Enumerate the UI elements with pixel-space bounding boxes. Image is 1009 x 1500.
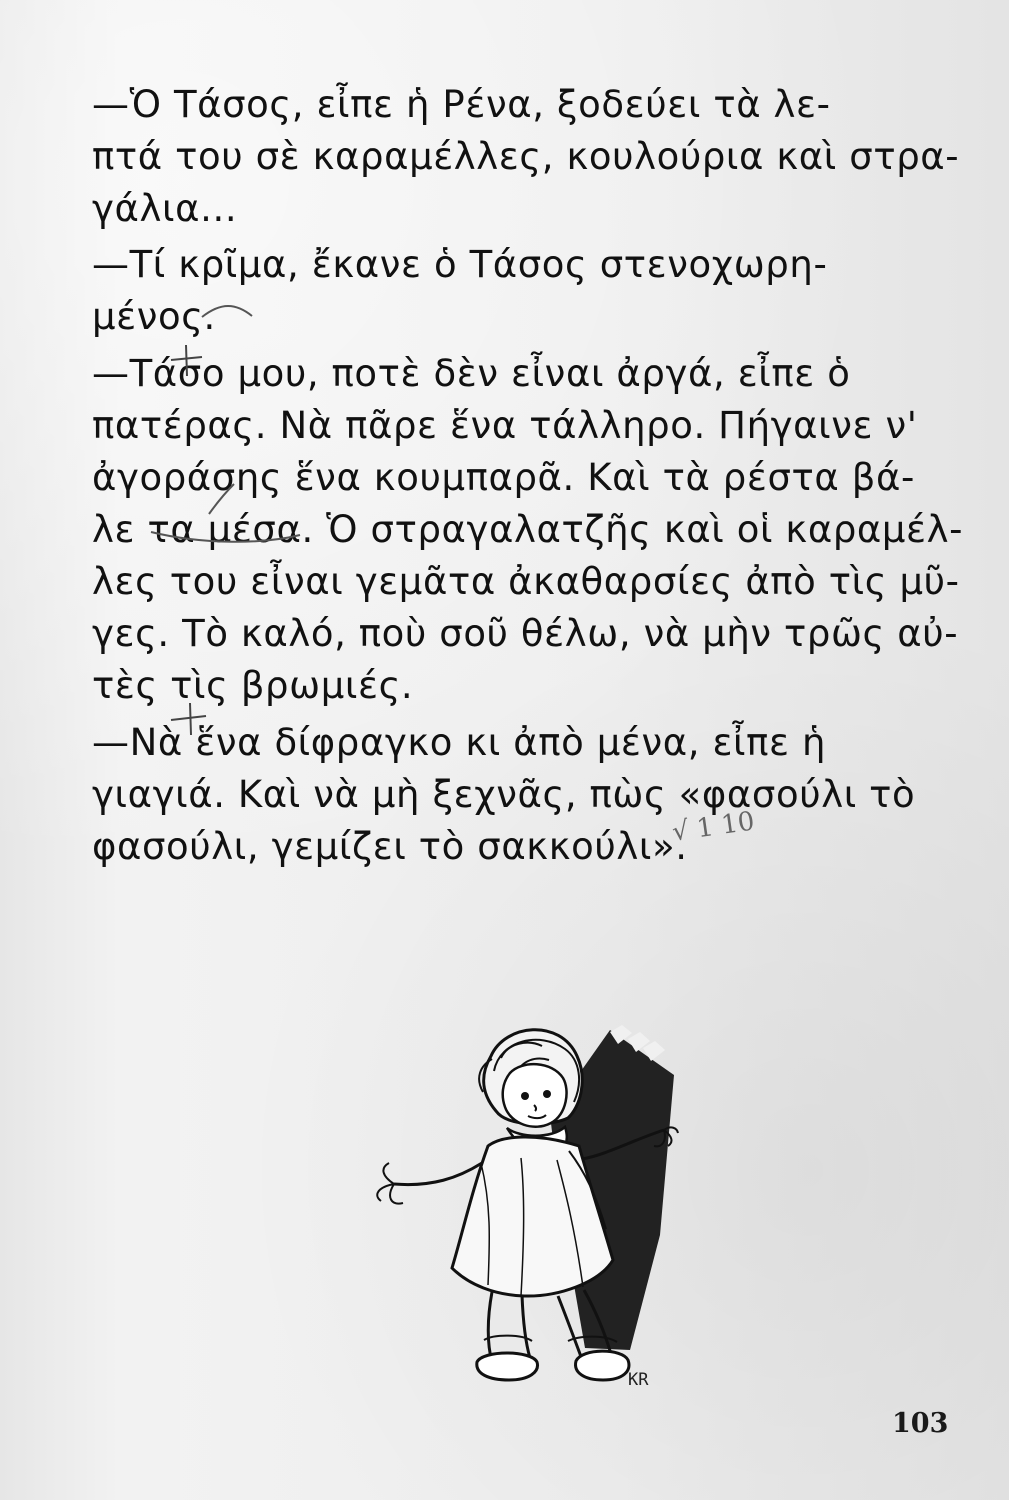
- handwritten-note: √ 1 10: [670, 806, 757, 848]
- text-line: πτά του σὲ καραμέλλες, κουλούρια καὶ στρα-: [92, 135, 960, 178]
- text-line: πατέρας. Νὰ πᾶρε ἕνα τάλληρο. Πήγαινε ν': [92, 404, 918, 447]
- text-line: φασούλι, γεμίζει τὸ σακκούλι».: [92, 825, 688, 868]
- text-line: τὲς τὶς βρωμιές.: [92, 664, 414, 707]
- text-line: γιαγιά. Καὶ νὰ μὴ ξεχνᾶς, πὼς «φασούλι τὸ: [92, 773, 916, 816]
- text-line: γάλια...: [92, 187, 238, 230]
- text-line: λε τα μέσα. Ὁ στραγαλατζῆς καὶ οἱ καραμέλ-: [92, 508, 964, 551]
- text-line: λες του εἶναι γεμᾶτα ἀκαθαρσίες ἀπὸ τὶς μῦ-: [92, 560, 960, 603]
- text-line: —Ὁ Τάσος, εἶπε ἡ Ρένα, ξοδεύει τὰ λε-: [92, 83, 831, 126]
- text-line: μένος.: [92, 295, 216, 338]
- illustration-signature: KR: [628, 1370, 649, 1390]
- text-line: ἀγοράσης ἕνα κουμπαρᾶ. Καὶ τὰ ρέστα βά-: [92, 456, 915, 499]
- child-illustration-icon: [360, 1010, 690, 1405]
- text-line: γες. Τὸ καλό, ποὺ σοῦ θέλω, νὰ μὴν τρῶς αὐ-: [92, 612, 959, 655]
- text-line: —Τί κρῖμα, ἔκανε ὁ Τάσος στενοχωρη-: [92, 243, 828, 286]
- text-line: —Τάσο μου, ποτὲ δὲν εἶναι ἀργά, εἶπε ὁ: [92, 352, 851, 395]
- page-number: 103: [892, 1408, 949, 1439]
- text-line: —Νὰ ἕνα δίφραγκο κι ἀπὸ μένα, εἶπε ἡ: [92, 721, 827, 764]
